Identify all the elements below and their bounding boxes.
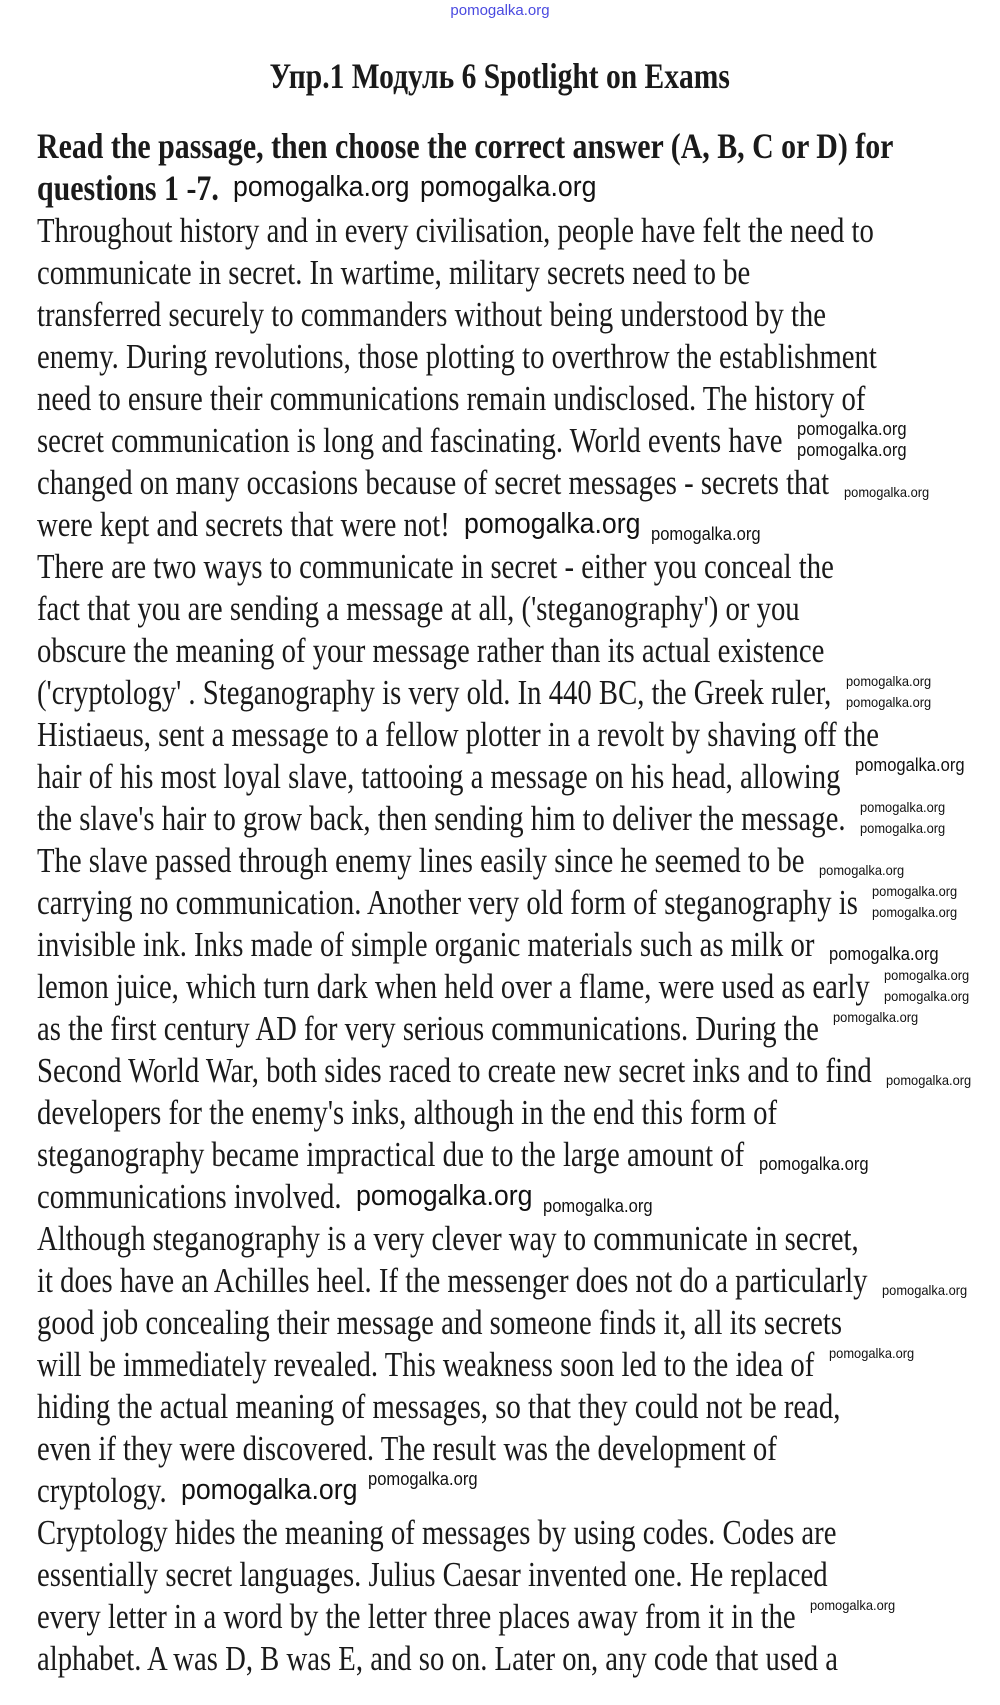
watermark: pomogalka.org: [233, 171, 410, 203]
watermark: pomogalka.org: [860, 799, 946, 815]
watermark: pomogalka.org: [651, 524, 761, 544]
passage-line: communications involved.: [37, 1177, 342, 1216]
passage-line: steganography became impractical due to the large amount of: [37, 1135, 745, 1174]
passage-line: secret communication is long and fascinating. World events have: [37, 421, 783, 460]
instruction-line-2: questions 1 -7.: [37, 168, 219, 208]
passage-line: it does have an Achilles heel. If the messenger does not do a particularly: [37, 1261, 868, 1300]
passage-line: The slave passed through enemy lines easily since he seemed to be: [37, 841, 805, 880]
passage-line: the slave's hair to grow back, then sending him to deliver the message.: [37, 799, 846, 838]
passage-line: changed on many occasions because of secret messages - secrets that: [37, 463, 830, 502]
passage-line: Histiaeus, sent a message to a fellow plotter in a revolt by shaving off the: [37, 715, 879, 754]
watermark: pomogalka.org: [829, 944, 939, 964]
passage-line: ('cryptology' . Steganography is very old. In 440 BC, the Greek ruler,: [37, 673, 832, 712]
watermark: pomogalka.org: [886, 1072, 972, 1088]
watermark: pomogalka.org: [759, 1154, 869, 1174]
passage-line: Although steganography is a very clever way to communicate in secret,: [37, 1219, 859, 1258]
watermark: pomogalka.org: [356, 1180, 533, 1212]
watermark: pomogalka.org: [543, 1196, 653, 1216]
watermark: pomogalka.org: [846, 673, 932, 689]
passage-line: lemon juice, which turn dark when held over a flame, were used as early: [37, 967, 870, 1006]
page-title-text: Упр.1 Модуль 6 Spotlight on Exams: [269, 56, 731, 96]
watermark: pomogalka.org: [819, 862, 905, 878]
passage-line: good job concealing their message and someone finds it, all its secrets: [37, 1303, 842, 1342]
watermark: pomogalka.org: [882, 1282, 968, 1298]
passage-line: carrying no communication. Another very old form of steganography is: [37, 883, 858, 922]
watermark: pomogalka.org: [884, 988, 970, 1004]
passage-line: were kept and secrets that were not!: [37, 505, 450, 544]
passage-line: need to ensure their communications remain undisclosed. The history of: [37, 379, 866, 418]
instruction-line-1: Read the passage, then choose the correct answer (A, B, C or D) for: [37, 126, 894, 166]
passage-line: cryptology.: [37, 1471, 167, 1510]
passage-line: every letter in a word by the letter three places away from it in the: [37, 1597, 796, 1636]
passage-line: communicate in secret. In wartime, military secrets need to be: [37, 253, 751, 292]
passage-line: essentially secret languages. Julius Caesar invented one. He replaced: [37, 1555, 828, 1594]
watermark: pomogalka.org: [860, 820, 946, 836]
passage-line: enemy. During revolutions, those plotting to overthrow the establishment: [37, 337, 877, 376]
watermark: pomogalka.org: [855, 755, 965, 775]
passage-line: even if they were discovered. The result was the development of: [37, 1429, 777, 1468]
passage-line: hair of his most loyal slave, tattooing a message on his head, allowing: [37, 757, 841, 796]
passage-line: There are two ways to communicate in secret - either you conceal the: [37, 547, 834, 586]
passage-line: obscure the meaning of your message rather than its actual existence: [37, 631, 825, 670]
page-title: [0, 56, 1000, 97]
site-watermark-link[interactable]: pomogalka.org: [450, 2, 550, 19]
watermark: pomogalka.org: [884, 967, 970, 983]
passage-line: alphabet. A was D, B was E, and so on. Later on, any code that used a: [37, 1639, 839, 1678]
watermark: pomogalka.org: [368, 1469, 478, 1489]
passage-line: will be immediately revealed. This weakness soon led to the idea of: [37, 1345, 815, 1384]
watermark: pomogalka.org: [181, 1474, 358, 1506]
watermark: pomogalka.org: [846, 694, 932, 710]
passage-line: invisible ink. Inks made of simple organic materials such as milk or: [37, 925, 815, 964]
watermark: pomogalka.org: [797, 440, 907, 460]
watermark: pomogalka.org: [844, 484, 930, 500]
passage-line: as the first century AD for very serious communications. During the: [37, 1009, 819, 1048]
watermark: pomogalka.org: [872, 904, 958, 920]
passage-line: Cryptology hides the meaning of messages by using codes. Codes are: [37, 1513, 837, 1552]
passage-line: hiding the actual meaning of messages, so that they could not be read,: [37, 1387, 841, 1426]
passage-line: fact that you are sending a message at all, ('steganography') or you: [37, 589, 800, 628]
watermark: pomogalka.org: [872, 883, 958, 899]
passage-line: transferred securely to commanders without being understood by the: [37, 295, 827, 334]
passage-line: developers for the enemy's inks, although in the end this form of: [37, 1093, 778, 1132]
passage-line: Second World War, both sides raced to create new secret inks and to find: [37, 1051, 872, 1090]
watermark: pomogalka.org: [797, 419, 907, 439]
passage-line: Throughout history and in every civilisation, people have felt the need to: [37, 211, 874, 250]
watermark: pomogalka.org: [464, 508, 641, 540]
watermark: pomogalka.org: [420, 171, 597, 203]
watermark: pomogalka.org: [833, 1009, 919, 1025]
watermark: pomogalka.org: [829, 1345, 915, 1361]
watermark: pomogalka.org: [810, 1597, 896, 1613]
